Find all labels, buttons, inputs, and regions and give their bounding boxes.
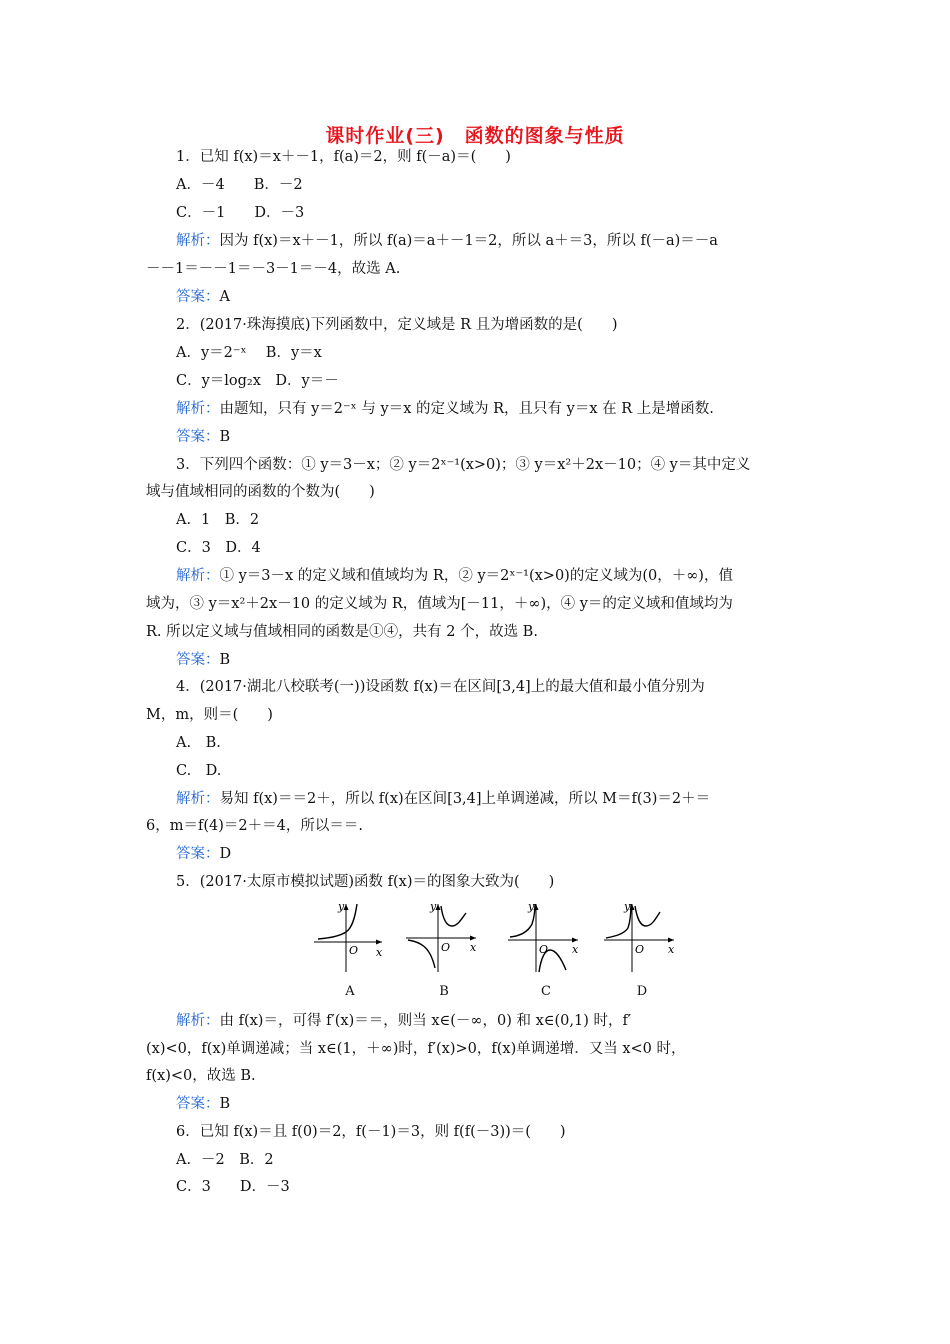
graph-c-x-label: x xyxy=(572,943,579,956)
graph-c-origin: O xyxy=(539,943,549,956)
q3-solution-text1: ① y＝3－x 的定义域和值域均为 R，② y＝2ˣ⁻¹(x>0)的定义域为(0，＋∞)，值 xyxy=(219,568,733,584)
graph-c-y-label: y xyxy=(528,900,535,913)
q4-answer-value: D xyxy=(219,846,232,862)
q5-solution-line3: f(x)<0，故选 B. xyxy=(146,1068,256,1084)
q2-options-cd: C．y＝log₂x D．y＝－ xyxy=(176,373,339,389)
graph-a-y-label: y xyxy=(338,900,345,913)
solution-label: 解析： xyxy=(176,568,220,584)
graph-c xyxy=(506,898,586,1003)
q3-answer-value: B xyxy=(219,652,231,668)
solution-label: 解析： xyxy=(176,1013,220,1029)
graph-b xyxy=(404,898,484,1003)
q4-options-ab: A. B. xyxy=(176,735,221,751)
graph-d-x-label: x xyxy=(668,943,675,956)
graph-b-origin: O xyxy=(441,941,451,954)
q3-solution-line3: R. 所以定义域与值域相同的函数是①④，共有 2 个，故选 B. xyxy=(146,624,538,640)
q3-stem-line1: 3．下列四个函数：① y＝3－x；② y＝2ˣ⁻¹(x>0)；③ y＝x²＋2x－10；④ y＝其中定义 xyxy=(176,457,751,473)
q1-options-cd: C．－1 D．－3 xyxy=(176,205,305,221)
graph-d-label: D xyxy=(636,984,648,999)
q5-solution-line2: (x)<0，f(x)单调递减；当 x∈(1，＋∞)时，f′(x)>0，f(x)单调递增．又当 x<0 时， xyxy=(146,1041,686,1057)
graph-d-origin: O xyxy=(635,943,645,956)
q6-options-cd: C．3 D．－3 xyxy=(176,1179,290,1195)
graph-a-plot xyxy=(310,898,390,978)
solution-label: 解析： xyxy=(176,233,220,249)
q1-stem: 1．已知 f(x)＝x＋－1，f(a)＝2，则 f(－a)＝( ) xyxy=(176,149,511,165)
graph-c-plot xyxy=(506,898,586,978)
q5-solution-text1: 由 f(x)＝，可得 f′(x)＝＝，则当 x∈(－∞，0) 和 x∈(0,1) 时，f′ xyxy=(219,1013,632,1029)
answer-label: 答案： xyxy=(176,846,220,862)
q5-option-graphs xyxy=(310,898,682,1003)
q1-answer-value: A xyxy=(219,289,230,305)
graph-c-label: C xyxy=(541,984,551,999)
q3-options-ab: A．1 B．2 xyxy=(176,512,260,528)
q3-answer xyxy=(176,650,840,670)
q4-solution-text1: 易知 f(x)＝＝2＋，所以 f(x)在区间[3,4]上单调递减，所以 M＝f(3)＝2＋＝ xyxy=(219,791,711,807)
q6-stem: 6．已知 f(x)＝且 f(0)＝2，f(－1)＝3，则 f(f(－3))＝( ) xyxy=(176,1124,566,1140)
q4-options-cd: C. D. xyxy=(176,763,222,779)
solution-label: 解析： xyxy=(176,791,220,807)
q2-solution-text1: 由题知，只有 y＝2⁻ˣ 与 y＝x 的定义域为 R，且只有 y＝x 在 R 上是增函数. xyxy=(219,401,714,417)
q1-answer xyxy=(176,287,840,307)
answer-label: 答案： xyxy=(176,289,220,305)
q2-options-ab: A．y＝2⁻ˣ B．y＝x xyxy=(176,345,322,361)
graph-d xyxy=(602,898,682,1003)
q2-stem: 2．(2017·珠海摸底)下列函数中，定义域是 R 且为增函数的是( ) xyxy=(176,317,618,333)
q1-options-ab: A．－4 B．－2 xyxy=(176,177,303,193)
graph-b-x-label: x xyxy=(470,941,477,954)
graph-b-y-label: y xyxy=(430,900,437,913)
graph-d-y-label: y xyxy=(624,900,631,913)
q4-solution-line1 xyxy=(176,789,810,809)
q4-stem-line2: M，m，则＝( ) xyxy=(146,707,273,723)
answer-label: 答案： xyxy=(176,429,220,445)
solution-label: 解析： xyxy=(176,401,220,417)
q2-answer-value: B xyxy=(219,429,231,445)
q3-options-cd: C．3 D．4 xyxy=(176,540,261,556)
answer-label: 答案： xyxy=(176,652,220,668)
answer-label: 答案： xyxy=(176,1096,220,1112)
graph-b-label: B xyxy=(439,984,449,999)
q3-solution-line1 xyxy=(176,566,810,586)
graph-a-label: A xyxy=(345,984,355,999)
q4-solution-line2: 6，m＝f(4)＝2＋＝4，所以＝＝. xyxy=(146,818,363,834)
q3-stem-line2: 域与值域相同的函数的个数为( ) xyxy=(146,484,375,500)
graph-b-plot xyxy=(404,898,484,978)
graph-d-plot xyxy=(602,898,682,978)
q2-answer xyxy=(176,427,840,447)
page-title: 课时作业(三) 函数的图象与性质 xyxy=(325,125,625,147)
q6-options-ab: A．－2 B．2 xyxy=(176,1152,274,1168)
q5-solution-line1 xyxy=(176,1011,810,1031)
q4-answer xyxy=(176,844,840,864)
q3-solution-line2: 域为，③ y＝x²＋2x－10 的定义域为 R，值域为[－11，＋∞)，④ y＝的定义域和值域均为 xyxy=(146,596,733,612)
q1-solution-line2: －－1＝－－1＝－3－1＝－4，故选 A. xyxy=(146,261,401,277)
q1-solution-text1: 因为 f(x)＝x＋－1，所以 f(a)＝a＋－1＝2，所以 a＋＝3，所以 f(－a)＝－a xyxy=(219,233,718,249)
q4-stem-line1: 4．(2017·湖北八校联考(一))设函数 f(x)＝在区间[3,4]上的最大值和最小值分别为 xyxy=(176,679,705,695)
graph-a xyxy=(310,898,390,1003)
graph-a-origin: O xyxy=(349,944,359,957)
q5-answer-value: B xyxy=(219,1096,231,1112)
graph-a-x-label: x xyxy=(376,946,383,959)
q1-solution-line1 xyxy=(176,231,810,251)
q5-stem: 5．(2017·太原市模拟试题)函数 f(x)＝的图象大致为( ) xyxy=(176,874,555,890)
q5-answer xyxy=(176,1094,840,1114)
q2-solution-line1 xyxy=(176,399,840,419)
